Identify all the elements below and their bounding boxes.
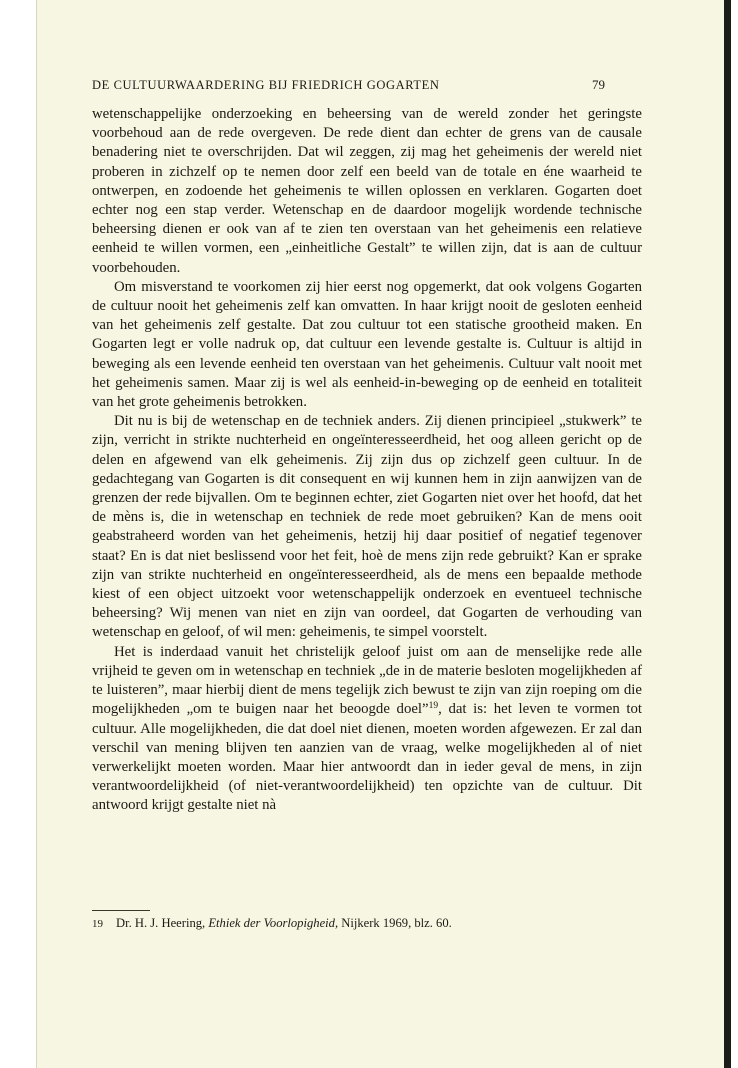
paragraph-4-text-start: Het is inderdaad vanuit het christelijk geloof juist om aan de menselijke rede alle vrijheid te geven om in wetenschap en techniek „de in de materie besloten mogelijkheden af te luisteren”, maar hierbij dient de mens tegelijk zich bewust te zijn van zijn roeping om die mogelijkheden „om te buigen naar het beoogde doel” bbox=[92, 643, 642, 718]
paragraph-4-text-end: , dat is: het leven te vormen tot cultuur. Alle mogelijkheden, die dat doel niet dienen, moeten worden afgewezen. Er zal dan verschil van mening blijven ten aanzien van de vraag, welke mogelijkheden al of niet verwerkelijkt moeten worden. Maar hier antwoordt dan in ieder geval de mens, in zijn verantwoordelijkheid (of niet-verantwoordelijkheid) ten opzichte van de cultuur. Dit antwoord krijgt gestalte niet nà bbox=[92, 701, 642, 814]
footnote-divider bbox=[92, 910, 150, 911]
running-title: DE CULTUURWAARDERING BIJ FRIEDRICH GOGARTEN bbox=[92, 78, 440, 92]
paragraph-1: wetenschappelijke onderzoeking en beheersing van de wereld zonder het geringste voorbehoud aan de rede overgeven. De rede dient dan echter de grens van de causale benadering niet te overschrijden. Dat wil zeggen, zij mag het geheimenis der wereld niet proberen in zichzelf op te nemen door zelf een beeld van de totale en éne waarheid te ontwerpen, en zodoende het geheimenis te willen oplossen en verklaren. Gogarten doet echter nog een stap verder. Wetenschap en de daardoor mogelijk wordende technische beheersing dienen er ook van af te zien ten overstaan van het geheimenis een relatieve eenheid te willen vormen, een „einheitliche Gestalt” te willen zijn, dat is aan de cultuur voorbehouden. bbox=[92, 106, 642, 276]
page-edge-shadow bbox=[724, 0, 731, 1068]
footnote-reference[interactable]: 19 bbox=[428, 701, 439, 712]
page-number: 79 bbox=[592, 77, 605, 92]
book-page bbox=[36, 0, 731, 1068]
footnote-details: Nijkerk 1969, blz. 60. bbox=[338, 916, 452, 930]
footnote bbox=[92, 915, 642, 932]
footnote-number: 19 bbox=[92, 918, 103, 930]
body-text bbox=[92, 105, 642, 816]
paragraph-3: Dit nu is bij de wetenschap en de techniek anders. Zij dienen principieel „stukwerk” te zijn, verricht in strikte nuchterheid en ongeïnteresseerdheid, het oog alleen gericht op de delen en afgewend van elk geheimenis. Zij zijn dus op zichzelf geen cultuur. In de gedachtegang van Gogarten is dit consequent en wij kunnen hem in zijn aanwijzen van de grenzen der rede bijvallen. Om te beginnen echter, ziet Gogarten niet over het hoofd, dat het de mèns is, die in wetenschap en techniek de rede moet gebruiken? Kan de mens ooit geabstraheerd worden van het geheimenis, hetzij hij daar positief of negatief tegenover staat? En is dat niet beslissend voor het feit, hoè de mens zijn rede gebruikt? Kan er sprake zijn van strikte nuchterheid en ongeïnteresseerdheid, als de mens een bepaalde methode kiest of een object uitzoekt voor wetenschappelijk onderzoek en eventueel technische beheersing? Wij menen van niet en zijn van oordeel, dat Gogarten de verhouding van wetenschap en geloof, of wil men: geheimenis, te simpel voorstelt. bbox=[92, 413, 642, 641]
running-head bbox=[92, 77, 605, 93]
footnote-author: Dr. H. J. Heering, bbox=[116, 916, 209, 930]
paragraph-2: Om misverstand te voorkomen zij hier eerst nog opgemerkt, dat ook volgens Gogarten de cultuur nooit het geheimenis zelf kan omvatten. In haar krijgt nooit de gesloten eenheid van het geheimenis zelf gestalte. Dat zou cultuur tot een statische grootheid maken. En Gogarten legt er volle nadruk op, dat cultuur een levende gestalte is. Cultuur is altijd in beweging als een levende eenheid ten overstaan van het geheimenis. Cultuur valt nooit met het geheimenis samen. Maar zij is wel als eenheid-in-beweging op de eenheid en totaliteit van het grote geheimenis betrokken. bbox=[92, 278, 642, 411]
paragraph-4 bbox=[92, 643, 642, 816]
footnote-title: Ethiek der Voorlopigheid, bbox=[208, 916, 339, 930]
